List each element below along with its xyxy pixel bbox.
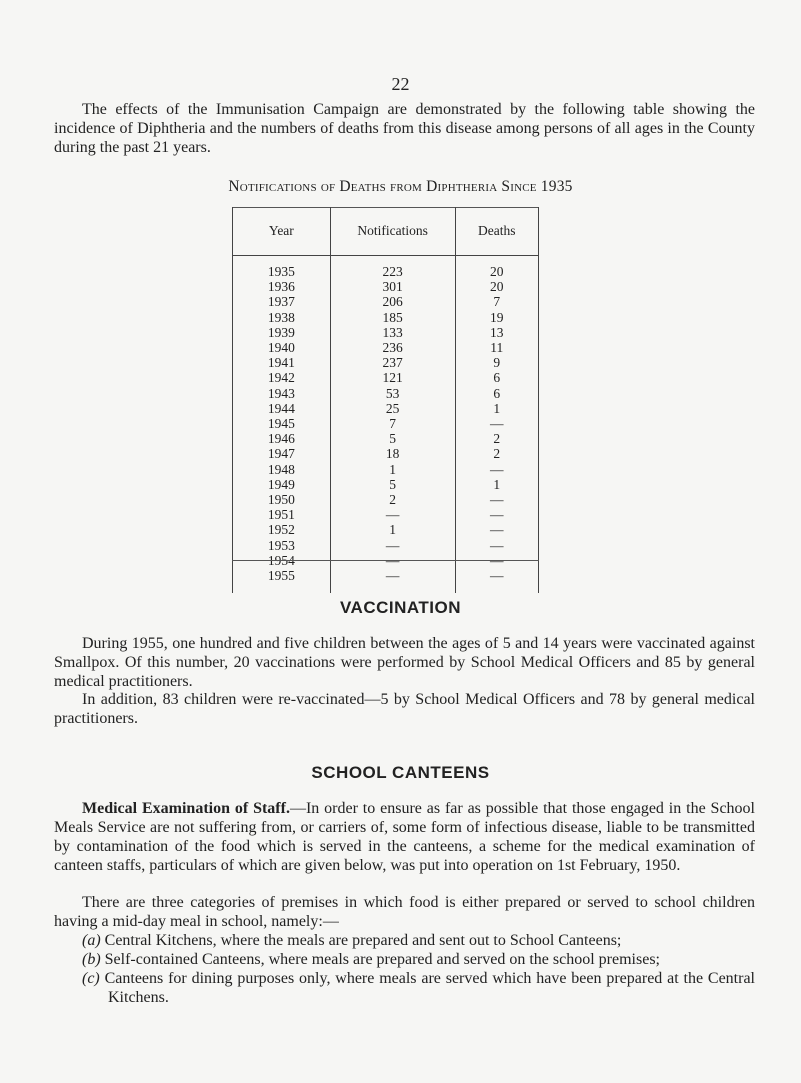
table-row	[233, 522, 539, 537]
cell-notifications: 25	[330, 401, 455, 416]
cell-notifications: 185	[330, 310, 455, 325]
cell-deaths: —	[455, 462, 538, 477]
staff-paragraph	[54, 799, 755, 875]
cell-year: 1940	[233, 340, 331, 355]
cell-deaths: 2	[455, 431, 538, 446]
cell-notifications: 206	[330, 294, 455, 309]
list-marker: (c)	[82, 970, 100, 987]
cell-year: 1955	[233, 568, 331, 593]
list-item	[82, 931, 755, 950]
header-notifications: Notifications	[330, 207, 455, 256]
cell-notifications: —	[330, 507, 455, 522]
cell-deaths: —	[455, 507, 538, 522]
cell-notifications: 133	[330, 325, 455, 340]
cell-notifications: —	[330, 553, 455, 568]
table-row	[233, 538, 539, 553]
page-number: 22	[391, 74, 410, 94]
canteens-heading: SCHOOL CANTEENS	[311, 763, 490, 782]
categories-list	[82, 931, 755, 1007]
cell-notifications: 301	[330, 279, 455, 294]
vaccination-paragraph-2: In addition, 83 children were re-vaccinated—5 by School Medical Officers and 78 by general medical practitioners.	[54, 691, 755, 727]
table-row	[233, 325, 539, 340]
cell-notifications: 1	[330, 522, 455, 537]
list-item	[82, 950, 755, 969]
cell-year: 1951	[233, 507, 331, 522]
cell-notifications: 1	[330, 462, 455, 477]
cell-deaths: 2	[455, 446, 538, 461]
vaccination-heading: VACCINATION	[339, 598, 462, 617]
table-row	[233, 310, 539, 325]
list-marker: (b)	[82, 951, 101, 968]
table-row	[233, 340, 539, 355]
cell-deaths: —	[455, 538, 538, 553]
table-row	[233, 416, 539, 431]
cell-deaths: 1	[455, 477, 538, 492]
cell-deaths: 6	[455, 386, 538, 401]
cell-year: 1945	[233, 416, 331, 431]
cell-deaths: 7	[455, 294, 538, 309]
table-row	[233, 401, 539, 416]
cell-deaths: —	[455, 553, 538, 568]
cell-deaths: 20	[455, 256, 538, 280]
diphtheria-table	[232, 207, 539, 593]
cell-deaths: —	[455, 416, 538, 431]
cell-deaths: —	[455, 492, 538, 507]
table-header-row	[233, 207, 539, 256]
list-item-text: Central Kitchens, where the meals are prepared and sent out to School Canteens;	[104, 932, 622, 949]
table-row	[233, 492, 539, 507]
cell-deaths: 20	[455, 279, 538, 294]
table-row	[233, 507, 539, 522]
cell-year: 1949	[233, 477, 331, 492]
cell-notifications: 5	[330, 431, 455, 446]
cell-notifications: 7	[330, 416, 455, 431]
cell-year: 1952	[233, 522, 331, 537]
cell-year: 1946	[233, 431, 331, 446]
cell-year: 1950	[233, 492, 331, 507]
cell-year: 1936	[233, 279, 331, 294]
cell-deaths: —	[455, 522, 538, 537]
cell-notifications: 53	[330, 386, 455, 401]
categories-paragraph: There are three categories of premises in which food is either prepared or served to school children having a mid-day meal in school, namely:—	[54, 894, 755, 930]
cell-notifications: 236	[330, 340, 455, 355]
cell-year: 1947	[233, 446, 331, 461]
cell-year: 1939	[233, 325, 331, 340]
list-item	[82, 969, 755, 1007]
cell-notifications: 223	[330, 256, 455, 280]
table-row	[233, 386, 539, 401]
cell-year: 1941	[233, 355, 331, 370]
table-row	[233, 431, 539, 446]
header-deaths: Deaths	[455, 207, 538, 256]
cell-notifications: 237	[330, 355, 455, 370]
staff-label: Medical Examination of Staff.	[82, 800, 290, 817]
staff-text: —In order to ensure as far as possible that those engaged in the School Meals Service are not suffering from, or carriers of, some form of infectious disease, liable to be transmitted by contamination of the food which is served in the canteens, a scheme for the medical examination of canteen staffs, particulars of which are given below, was put into operation on 1st February, 1950.	[54, 800, 755, 874]
table-row	[233, 355, 539, 370]
cell-year: 1948	[233, 462, 331, 477]
table-row	[233, 370, 539, 385]
cell-year: 1954	[233, 553, 331, 568]
list-marker: (a)	[82, 932, 101, 949]
table-row	[233, 294, 539, 309]
table-row	[233, 446, 539, 461]
cell-deaths: —	[455, 568, 538, 593]
table-row	[233, 568, 539, 593]
cell-deaths: 11	[455, 340, 538, 355]
cell-notifications: 18	[330, 446, 455, 461]
vaccination-paragraph-1: During 1955, one hundred and five children between the ages of 5 and 14 years were vaccinated against Smallpox. Of this number, 20 vaccinations were performed by School Medical Officers and 85 by general medical practitioners.	[54, 635, 755, 690]
cell-deaths: 6	[455, 370, 538, 385]
cell-year: 1937	[233, 294, 331, 309]
list-item-text: Canteens for dining purposes only, where meals are served which have been prepared at the Central Kitchens.	[104, 970, 755, 1006]
table-caption: Notifications of Deaths from Diphtheria Since 1935	[228, 178, 573, 195]
cell-deaths: 9	[455, 355, 538, 370]
cell-notifications: 121	[330, 370, 455, 385]
table-bottom-rule	[232, 560, 539, 561]
cell-year: 1943	[233, 386, 331, 401]
table-row	[233, 462, 539, 477]
cell-year: 1935	[233, 256, 331, 280]
cell-notifications: —	[330, 568, 455, 593]
table-row	[233, 256, 539, 280]
intro-paragraph: The effects of the Immunisation Campaign are demonstrated by the following table showing the incidence of Diphtheria and the numbers of deaths from this disease among persons of all ages in the County during the past 21 years.	[54, 101, 755, 156]
table-row	[233, 477, 539, 492]
header-year: Year	[233, 207, 331, 256]
list-item-text: Self-contained Canteens, where meals are prepared and served on the school premises;	[104, 951, 660, 968]
cell-deaths: 13	[455, 325, 538, 340]
cell-deaths: 19	[455, 310, 538, 325]
cell-year: 1942	[233, 370, 331, 385]
cell-year: 1938	[233, 310, 331, 325]
cell-year: 1953	[233, 538, 331, 553]
cell-year: 1944	[233, 401, 331, 416]
cell-notifications: 2	[330, 492, 455, 507]
table-row	[233, 279, 539, 294]
cell-deaths: 1	[455, 401, 538, 416]
cell-notifications: —	[330, 538, 455, 553]
cell-notifications: 5	[330, 477, 455, 492]
